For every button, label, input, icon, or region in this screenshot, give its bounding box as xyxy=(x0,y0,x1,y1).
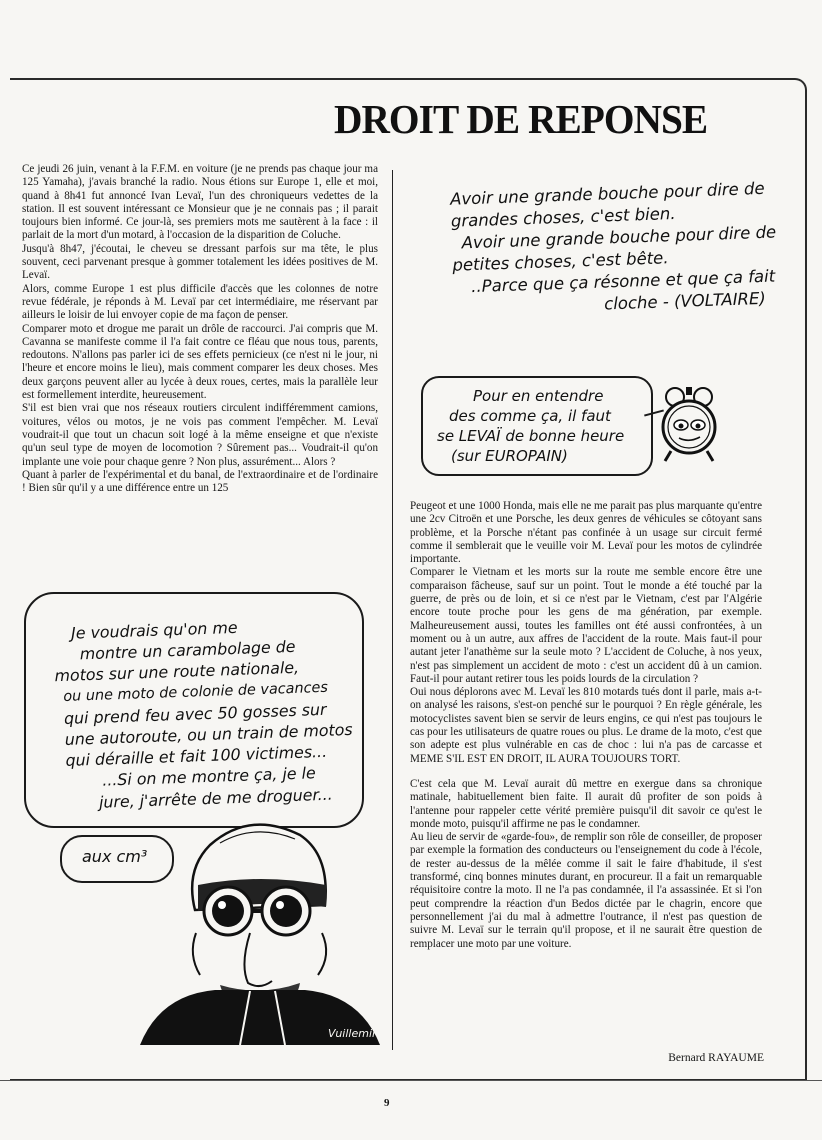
paragraph: Comparer moto et drogue me parait un drôle de raccourci. J'ai compris que M. Cavanna se manifeste comme il l'a fait contre ce fléau que nous tous, parents, redoutons. N'allons pas parler ici de ses effets pernicieux (ce n'est ni le jour, ni l'heure et encore moins le lieu), mais comment comparer les deux choses. Mes deux garçons peuvent aller au lycée à deux roues, certes, mais la parallèle leur est formellement interdite, heureusement. xyxy=(22,322,378,402)
paragraph: Jusqu'à 8h47, j'écoutai, le cheveu se dressant parfois sur ma tête, le plus souvent, ceci parvenant presque à gommer totalement les idées positives de M. Levaï. xyxy=(22,242,378,282)
quote-line: Avoir une grande bouche pour dire de xyxy=(461,222,777,253)
quote-line: ..Parce que ça résonne et que ça fait xyxy=(470,266,776,297)
paragraph: Quant à parler de l'expérimental et du banal, de l'extraordinaire et de l'ordinaire ! Bien sûr qu'il y a une différence entre un 125 xyxy=(22,468,378,495)
bottom-rule xyxy=(0,1080,822,1081)
bubble-line: montre un carambolage de xyxy=(79,637,296,664)
bubble-line: (sur EUROPAIN) xyxy=(451,447,568,465)
right-column xyxy=(410,500,762,951)
bubble-line: Je voudrais qu'on me xyxy=(70,617,238,643)
bubble-line: qui déraille et fait 100 victimes... xyxy=(65,742,328,771)
paragraph: Au lieu de servir de «garde-fou», de remplir son rôle de conseiller, de proposer par exemple la formation des conducteurs ou l'enseignement du code à l'école, de rester au-dessus de la mêlée comme il sait le faire d'habitude, il s'est transformé, cinq bonnes minutes durant, en procureur. Il a fait un remarquable réquisitoire contre la moto. Il ne l'a pas condamnée, il l'a assassinée. Et si l'on peut comprendre la réaction d'un Bedos dictée par le chagrin, encore que personnellement j'ai du mal à admettre l'outrance, il n'est pas question de suivre M. Levaï sur le terrain qu'il propose, et il ne saurait être question de remplacer une moto par une voiture. xyxy=(410,831,762,950)
quote-line: petites choses, c'est bête. xyxy=(452,248,669,275)
bubble-line: qui prend feu avec 50 gosses sur xyxy=(63,699,327,728)
quote-line: Avoir une grande bouche pour dire de xyxy=(449,178,765,209)
bubble-line: une autoroute, ou un train de motos xyxy=(64,719,353,749)
cartoonist-signature: Vuillemin xyxy=(328,1027,379,1040)
bubble-text xyxy=(53,613,359,814)
quote-line: grandes choses, c'est bien. xyxy=(450,203,676,231)
voltaire-quote xyxy=(450,177,784,320)
article-title: DROIT DE REPONSE xyxy=(334,96,708,142)
bubble-text xyxy=(437,386,647,466)
paragraph: Alors, comme Europe 1 est plus difficile d'accès que les colonnes de notre revue fédérale, je réponds à M. Levaï par cet intermédiaire, me réservant par ailleurs le loisir de lui envoyer copie de ma façon de penser. xyxy=(22,282,378,322)
bubble-line: se LEVAÏ de bonne heure xyxy=(437,427,625,445)
bubble-line: jure, j'arrête de me droguer... xyxy=(98,784,333,812)
column-divider xyxy=(392,170,393,1050)
paragraph: Comparer le Vietnam et les morts sur la route me semble encore être une comparaison fâcheuse, sauf sur un point. Tout le monde a été touché par la guerre, de près ou de loin, et si ce n'est par le Vietnam, c'est par l'Algérie encore toute proche pour les gens de ma génération, par exemple. Malheureusement aussi, toutes les familles ont été aussi confrontées, à un moment ou à un autre, aux affres de l'accident de la route. Mais faut-il pour autant jeter l'anathème sur la seule moto ? L'accident de Coluche, à nos yeux, n'est pas simplement un accident de moto : c'est un accident dû à un camion. Faut-il pour autant retirer tous les poids lourds de la circulation ? xyxy=(410,566,762,685)
alarm-clock-drawing xyxy=(657,385,721,465)
bubble-line: Pour en entendre xyxy=(473,387,604,405)
bubble-text: aux cm³ xyxy=(82,847,148,866)
author-signature: Bernard RAYAUME xyxy=(668,1052,764,1064)
paragraph: Peugeot et une 1000 Honda, mais elle ne me parait pas plus marquante qu'entre une 2cv Citroën et une Porsche, les deux genres de véhicules se côtoyant sans problème, et la Porsche n'étant pas confinée à un usage sur circuit fermé comme il semblerait que le veuille voir M. Levaï pour les motos de cylindrée importante. xyxy=(410,500,762,566)
speech-bubble-biker xyxy=(24,592,364,828)
bubble-line: des comme ça, il faut xyxy=(449,407,611,425)
page-number: 9 xyxy=(384,1097,390,1109)
paragraph: Ce jeudi 26 juin, venant à la F.F.M. en voiture (je ne prends pas chaque jour ma 125 Yamaha), j'avais branché la radio. Nous étions sur Europe 1, elle et moi, quand à 8h41 fut annoncé Ivan Levaï, l'un des chroniqueurs vedettes de la station. Il est souvent intéressant ce Monsieur que je ne connais pas ; il parait toujours bien informé. Ce jour-là, ses premiers mots me sautèrent à la face : il parlait de la mort d'un motard, à l'occasion de la disparition de Coluche. xyxy=(22,163,378,242)
bubble-line: ...Si on me montre ça, je le xyxy=(101,763,316,791)
left-column xyxy=(22,163,378,495)
paragraph: Oui nous déplorons avec M. Levaï les 810 motards tués dont il parle, mais a-t-on analysé les raisons, s'est-on penché sur le pourquoi ? En règle générale, les motocyclistes savent bien se servir de leurs engins, ce qui n'est pas toujours le cas pour les utilisateurs de quatre roues ou plus. Le drame de la moto, c'est que son adepte est plus vulnérable en cas de choc : lui n'a pas de carcasse et MEME S'IL EST EN DROIT, IL AURA TOUJOURS TORT. xyxy=(410,686,762,765)
quote-line: cloche - (VOLTAIRE) xyxy=(603,288,767,314)
bubble-line: motos sur une route nationale, xyxy=(54,658,300,686)
speech-bubble-alarm xyxy=(421,376,653,476)
bubble-line: ou une moto de colonie de vacances xyxy=(63,679,329,705)
paragraph: C'est cela que M. Levaï aurait dû mettre en exergue dans sa chronique matinale, habituellement bien faite. Il aurait dû profiter de son poids à l'antenne pour rappeler cette vérité première puisqu'il dit savoir ce qu'est le monde moto, puisqu'il affirme ne pas le condamner. xyxy=(410,777,762,830)
paragraph: S'il est bien vrai que nos réseaux routiers circulent indifféremment camions, voitures, vélos ou motos, je ne vois pas comment l'empêcher. M. Levaï voudrait-il que tout un chacun soit logé à la même enseigne et que n'existe qu'un seul type de moyen de locomotion ? Sûrement pas... Voudrait-il qu'on implante une voie pour chaque genre ? Non plus, assurément... Alors ? xyxy=(22,402,378,468)
speech-bubble-small xyxy=(60,835,174,883)
